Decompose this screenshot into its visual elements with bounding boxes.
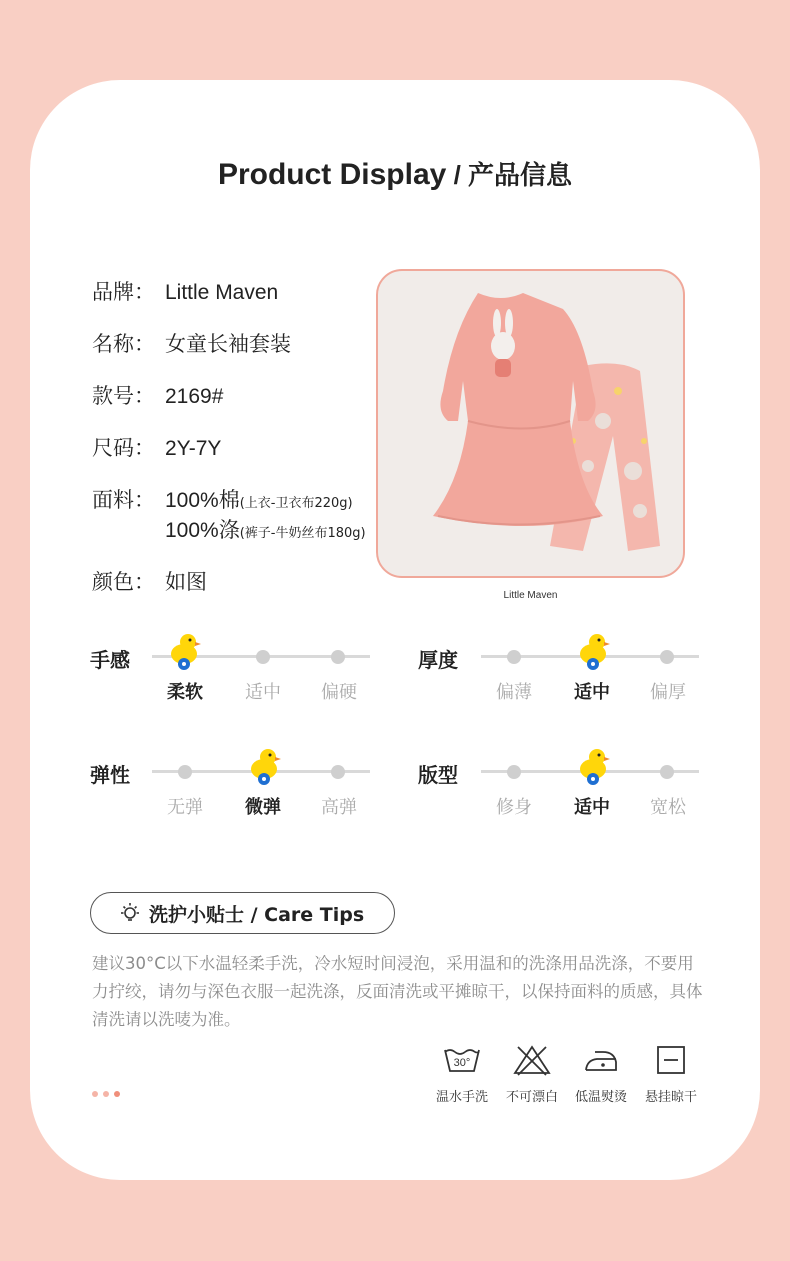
gauge-dot — [256, 650, 270, 664]
pajama-set-illustration — [378, 271, 683, 576]
low-iron-icon — [581, 1044, 621, 1076]
gauge-option: 无弹 — [167, 797, 203, 818]
page-dots — [92, 1091, 120, 1097]
gauge-option: 修身 — [496, 797, 532, 818]
spec-fabric: 面料： 100%棉(上衣-卫衣布220g) — [92, 488, 353, 512]
gauge-title-thickness: 厚度 — [418, 648, 458, 672]
care-item: 不可漂白 — [497, 1044, 567, 1105]
duck-marker-icon — [248, 747, 282, 787]
spec-brand: 品牌： Little Maven — [92, 280, 279, 304]
care-tips-label: 洗护小贴士 / Care Tips — [149, 903, 365, 926]
duck-marker-icon — [577, 747, 611, 787]
spec-name: 名称： 女童长袖套装 — [92, 332, 291, 356]
spec-size: 尺码： 2Y-7Y — [92, 436, 222, 460]
page-title: Product Display / 产品信息 — [217, 158, 573, 191]
gauge-option: 高弹 — [321, 797, 357, 818]
gauge-option: 微弹 — [245, 797, 281, 818]
gauge-dot — [178, 765, 192, 779]
gauge-option: 适中 — [245, 682, 281, 703]
gauge-option: 宽松 — [650, 797, 686, 818]
duck-marker-icon — [577, 632, 611, 672]
hang-dry-icon — [651, 1044, 691, 1076]
gauge-dot — [507, 765, 521, 779]
gauge-dot — [660, 765, 674, 779]
gauge-dot — [331, 650, 345, 664]
gauge-title-fit: 版型 — [418, 763, 458, 787]
care-tips-pill — [90, 892, 395, 934]
duck-marker-icon — [168, 632, 202, 672]
care-tips-text: 建议30°C以下水温轻柔手洗，冷水短时间浸泡，采用温和的洗涤用品洗涤，不要用力拧绞，请勿与深色衣服一起洗涤，反面清洗或平摊晾干，以保持面料的质感，具体清洗请以洗唛为准。 — [92, 954, 703, 1029]
gauge-option: 偏硬 — [321, 682, 357, 703]
gauge-dot — [660, 650, 674, 664]
gauge-option: 适中 — [574, 682, 610, 703]
gauge-dot — [331, 765, 345, 779]
gauge-option: 适中 — [574, 797, 610, 818]
gauge-title-feel: 手感 — [90, 648, 130, 672]
care-item: 低温熨烫 — [566, 1044, 636, 1105]
svg-text:30°: 30° — [453, 1057, 471, 1069]
no-bleach-icon — [512, 1044, 552, 1076]
gauge-option: 柔软 — [167, 682, 203, 703]
gauge-dot — [507, 650, 521, 664]
care-item: 悬挂晾干 — [636, 1044, 706, 1105]
gauge-option: 偏薄 — [496, 682, 532, 703]
gauge-title-elasticity: 弹性 — [90, 763, 130, 787]
photo-caption: Little Maven — [503, 590, 558, 601]
spec-style-number: 款号： 2169# — [92, 384, 224, 408]
product-photo — [376, 269, 685, 578]
spec-fabric-2: 100%涤(裤子-牛奶丝布180g) — [165, 519, 366, 542]
lightbulb-icon — [119, 902, 141, 924]
gauge-option: 偏厚 — [650, 682, 686, 703]
spec-color: 颜色： 如图 — [92, 570, 207, 594]
hand-wash-30-icon — [442, 1044, 482, 1076]
care-item: 30° 温水手洗 — [427, 1044, 497, 1105]
